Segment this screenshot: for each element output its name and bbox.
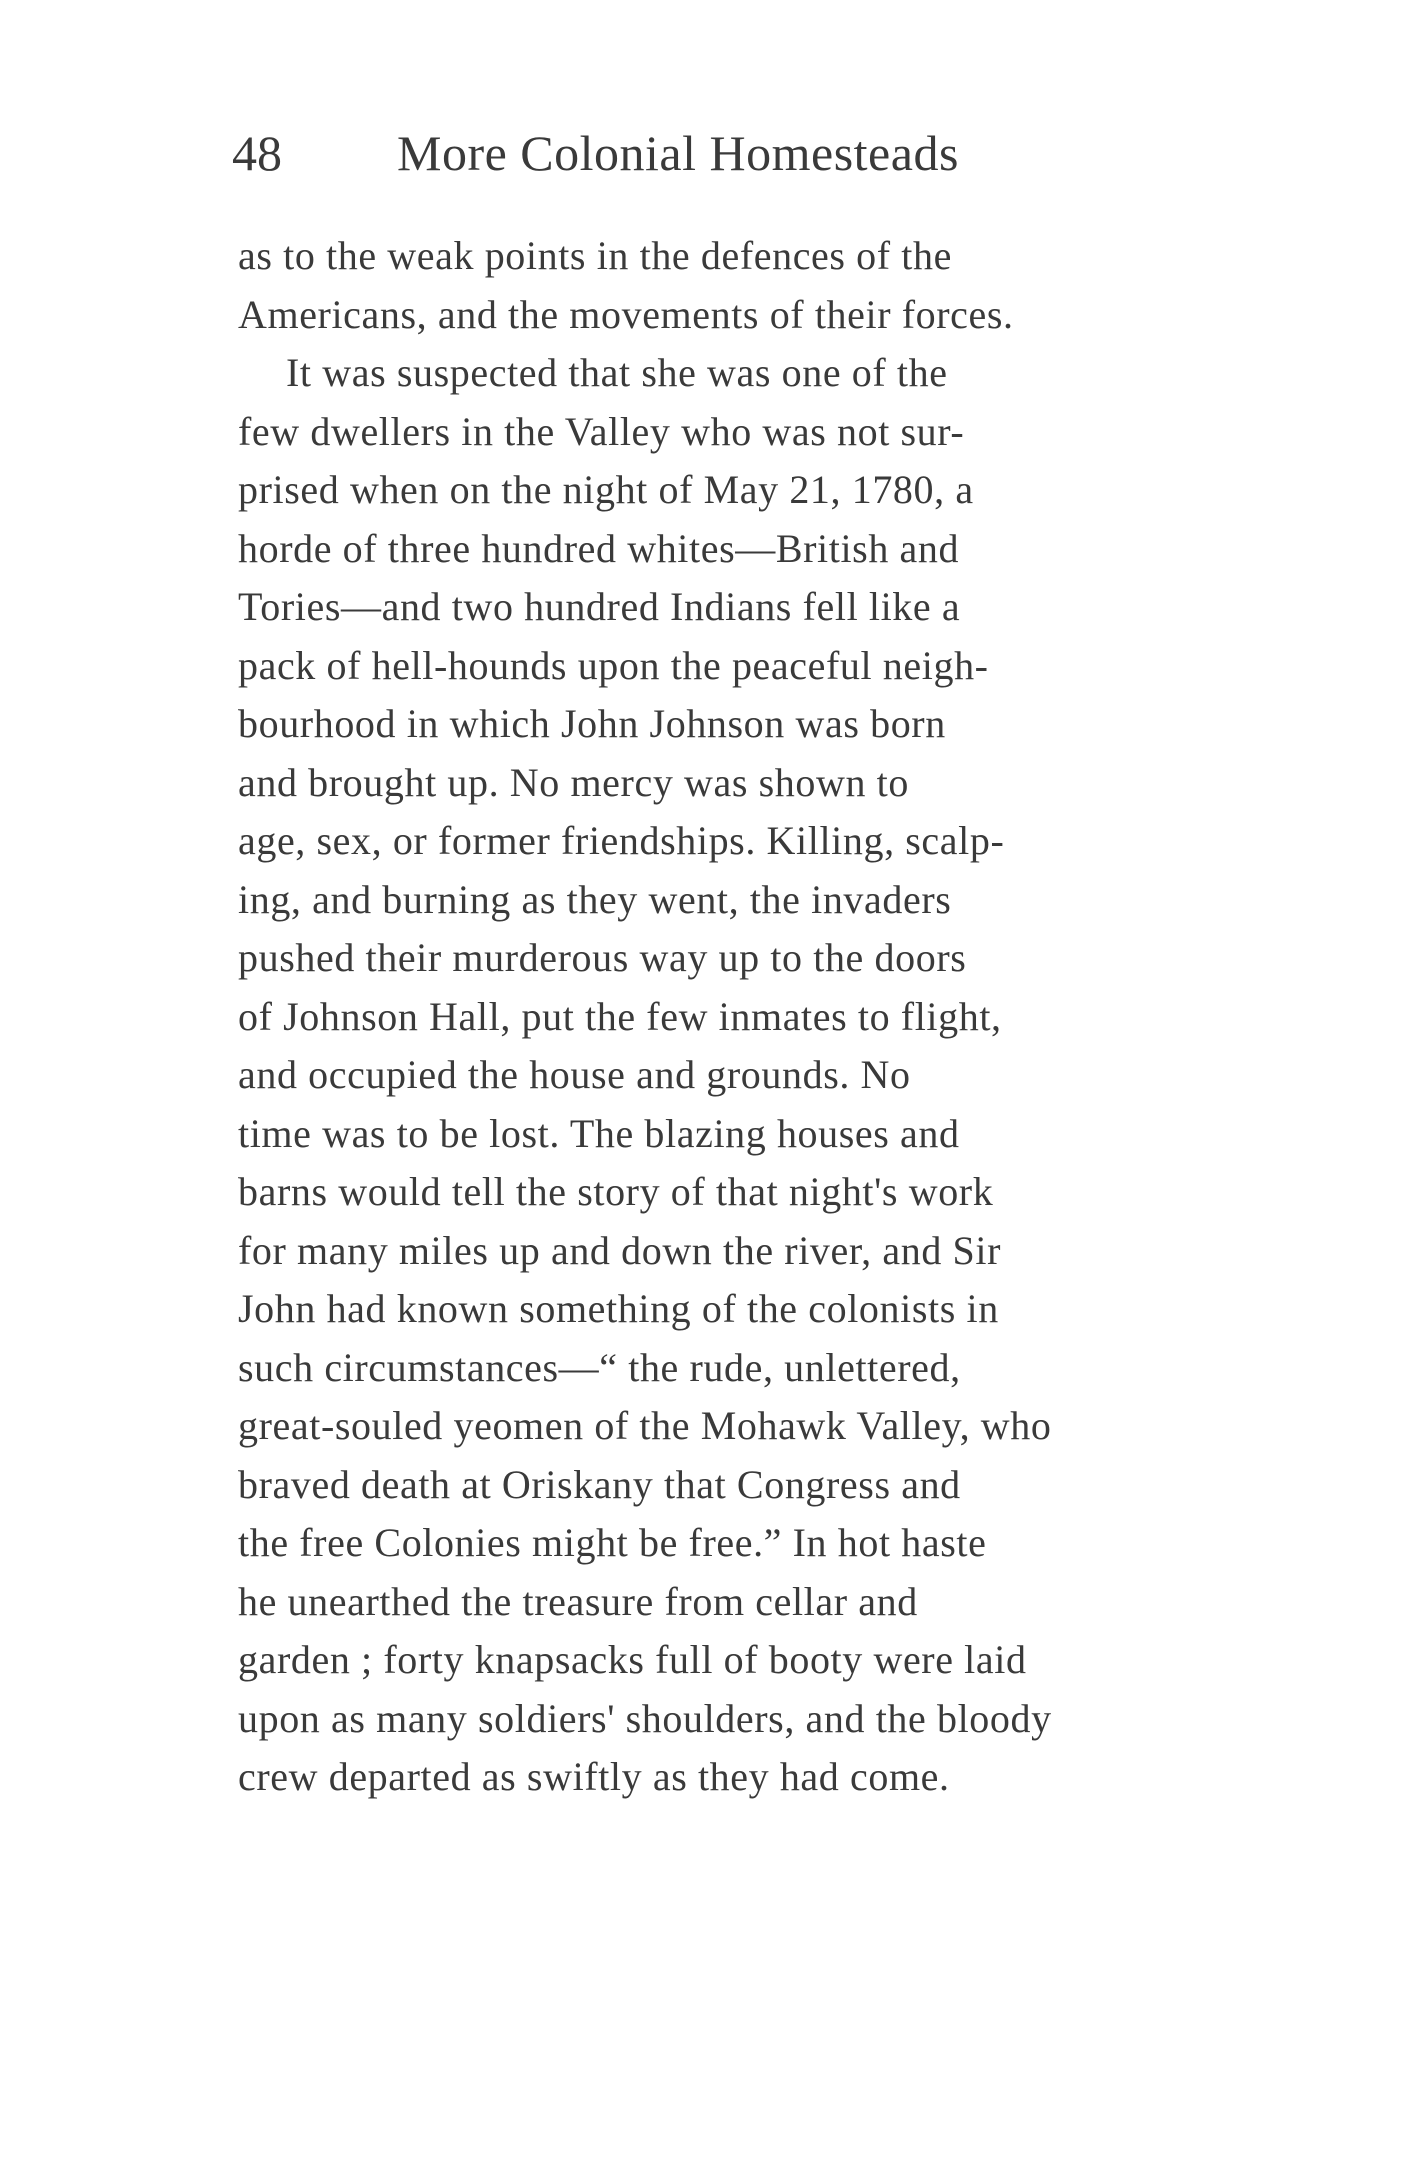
text-line: the free Colonies might be free.” In hot haste xyxy=(238,1520,987,1565)
text-line: garden ; forty knapsacks full of booty were laid xyxy=(238,1637,1027,1682)
text-line: barns would tell the story of that night's work xyxy=(238,1169,994,1214)
text-line: braved death at Oriskany that Congress and xyxy=(238,1461,961,1507)
text-line: upon as many soldiers' shoulders, and the bloody xyxy=(238,1695,1052,1741)
text-line: crew departed as swiftly as they had come. xyxy=(238,1754,950,1799)
text-line: Americans, and the movements of their forces. xyxy=(238,291,1014,337)
text-line: prised when on the night of May 21, 1780, a xyxy=(238,467,974,512)
running-head xyxy=(232,118,1092,188)
text-line: for many miles up and down the river, and Sir xyxy=(238,1227,1002,1273)
page-number: 48 xyxy=(232,125,282,181)
text-line: of Johnson Hall, put the few inmates to flight, xyxy=(238,993,1002,1039)
text-line: as to the weak points in the defences of the xyxy=(238,233,952,278)
text-line: great-souled yeomen of the Mohawk Valley, who xyxy=(238,1403,1052,1448)
text-line: few dwellers in the Valley who was not sur- xyxy=(238,408,965,454)
text-line: horde of three hundred whites—British and xyxy=(238,525,960,571)
text-line: such circumstances—“ the rude, unlettered, xyxy=(238,1344,961,1390)
text-line: Tories—and two hundred Indians fell like a xyxy=(238,584,961,629)
text-line: pushed their murderous way up to the doors xyxy=(238,935,967,980)
text-line: time was to be lost. The blazing houses and xyxy=(238,1110,960,1156)
book-title: More Colonial Homesteads xyxy=(397,125,959,181)
text-line: he unearthed the treasure from cellar and xyxy=(238,1578,918,1624)
paragraph-start-line: It was suspected that she was one of the xyxy=(286,350,948,395)
text-line: ing, and burning as they went, the invaders xyxy=(238,876,952,922)
text-line: and brought up. No mercy was shown to xyxy=(238,759,909,805)
text-line: age, sex, or former friendships. Killing, scalp- xyxy=(238,818,1005,863)
body-text xyxy=(238,227,1238,1807)
text-line: John had known something of the colonists in xyxy=(238,1286,999,1331)
text-line: pack of hell-hounds upon the peaceful neigh- xyxy=(238,642,989,688)
text-line: bourhood in which John Johnson was born xyxy=(238,701,946,746)
text-line: and occupied the house and grounds. No xyxy=(238,1052,911,1097)
